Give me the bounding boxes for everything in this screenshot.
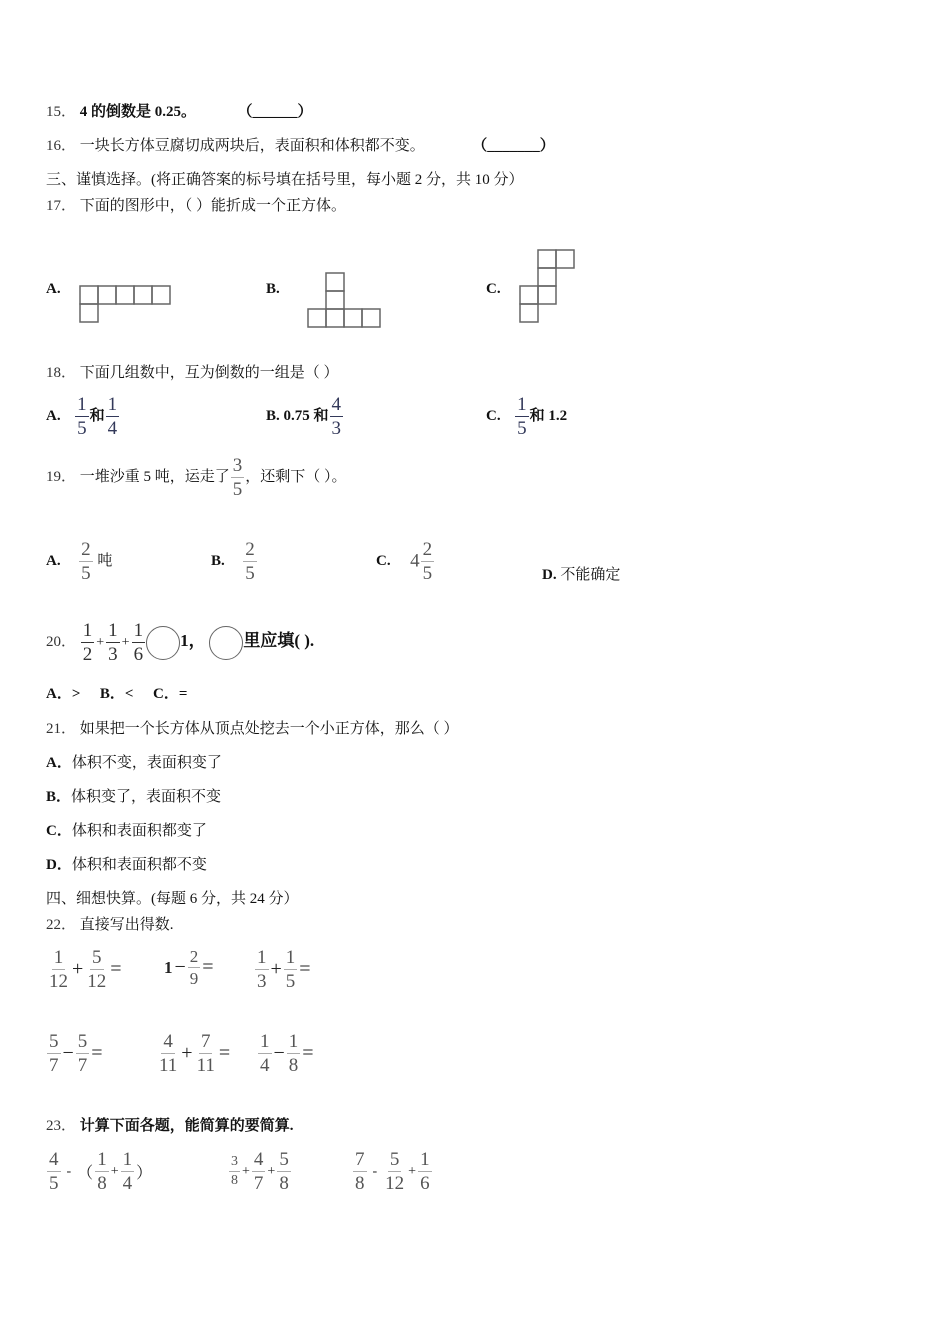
and-text: 和 bbox=[89, 407, 105, 424]
right-paren: ） bbox=[136, 1165, 153, 1182]
question-number: 18． bbox=[46, 365, 77, 381]
fraction: $\frac{1}{4}$ bbox=[260, 1031, 270, 1076]
whole-number: 1 bbox=[164, 957, 173, 977]
question-number: 22． bbox=[46, 917, 77, 933]
question-text: 一堆沙重 5 吨，运走了 bbox=[79, 468, 230, 485]
question-text: 4 的倒数是 0.25。 bbox=[79, 104, 197, 120]
q19-option-d[interactable] bbox=[542, 566, 620, 584]
plus-sign: + bbox=[72, 958, 84, 980]
circle-icon bbox=[209, 626, 243, 660]
fraction: $\frac{1}{2}$ bbox=[82, 620, 93, 665]
option-label: C. bbox=[376, 552, 391, 569]
equals-sign: = bbox=[299, 958, 311, 980]
q21-option-b[interactable] bbox=[46, 788, 221, 806]
q22-item-6 bbox=[257, 1032, 315, 1075]
q20-options bbox=[46, 685, 187, 703]
q20-option-c[interactable]: C．= bbox=[152, 686, 188, 702]
left-paren: （ bbox=[77, 1165, 94, 1182]
q18-option-a[interactable] bbox=[46, 395, 120, 438]
question-text: 下面的图形中，（ ）能折成一个正方体。 bbox=[79, 198, 347, 214]
fraction: $\frac{1}{8}$ bbox=[288, 1031, 299, 1076]
question-19 bbox=[46, 456, 347, 499]
option-text: 0.75 和 bbox=[283, 407, 329, 424]
fraction: $\frac{1}{5}$ bbox=[517, 394, 527, 439]
plus-sign: + bbox=[181, 1042, 193, 1064]
q17-option-c-label[interactable]: C. bbox=[486, 281, 501, 297]
option-label: A. bbox=[46, 552, 61, 569]
equals-sign: = bbox=[91, 1042, 103, 1064]
fraction: $\frac{5}{8}$ bbox=[279, 1149, 289, 1194]
compare-value: 1， bbox=[180, 630, 206, 650]
cube-net-c-figure bbox=[518, 248, 580, 328]
question-21 bbox=[46, 720, 459, 738]
fraction: $\frac{4}{11}$ bbox=[159, 1031, 178, 1076]
option-text: 体积和表面积都不变 bbox=[71, 857, 207, 873]
q19-option-b[interactable] bbox=[211, 540, 258, 583]
q22-item-2 bbox=[163, 948, 215, 987]
fraction: $\frac{3}{8}$ bbox=[231, 1154, 238, 1188]
plus-sign: + bbox=[408, 1163, 417, 1179]
fraction: $\frac{7}{8}$ bbox=[355, 1149, 365, 1194]
equals-sign: = bbox=[202, 956, 214, 978]
question-15 bbox=[46, 103, 313, 121]
fraction: $\frac{3}{5}$ bbox=[232, 455, 243, 500]
option-label: A． bbox=[46, 755, 72, 771]
option-label: C. bbox=[486, 407, 501, 424]
fraction: $\frac{2}{5}$ bbox=[422, 539, 433, 584]
q17-option-b-label[interactable]: B. bbox=[266, 281, 280, 297]
q18-option-c[interactable] bbox=[486, 395, 567, 438]
question-number: 20． bbox=[46, 633, 77, 650]
question-text-tail: ，还剩下（ ）。 bbox=[245, 468, 347, 485]
fraction: $\frac{1}{8}$ bbox=[97, 1149, 107, 1194]
question-text: 如果把一个长方体从顶点处挖去一个小正方体，那么（ ） bbox=[79, 721, 459, 737]
minus-sign: − bbox=[174, 956, 186, 978]
q19-option-a[interactable] bbox=[46, 540, 112, 583]
fraction: $\frac{1}{6}$ bbox=[420, 1149, 430, 1194]
option-label: B. bbox=[266, 407, 280, 424]
question-number: 16． bbox=[46, 138, 77, 154]
equals-sign: = bbox=[302, 1042, 314, 1064]
fraction: $\frac{1}{5}$ bbox=[285, 947, 296, 992]
q18-option-b[interactable] bbox=[266, 395, 344, 438]
q20-option-b[interactable]: B．< bbox=[99, 686, 134, 702]
section-4-heading: 四、细想快算。(每题 6 分，共 24 分） bbox=[46, 891, 299, 907]
fraction: $\frac{4}{7}$ bbox=[253, 1149, 264, 1194]
fraction: $\frac{5}{7}$ bbox=[49, 1031, 59, 1076]
option-label: A. bbox=[46, 407, 61, 424]
plus-sign: + bbox=[270, 958, 282, 980]
fraction: $\frac{1}{3}$ bbox=[108, 620, 118, 665]
fraction: $\frac{1}{5}$ bbox=[77, 394, 87, 439]
option-text: 体积不变，表面积变了 bbox=[71, 755, 222, 771]
option-label: D. bbox=[542, 567, 557, 583]
option-text: 体积和表面积都变了 bbox=[71, 823, 207, 839]
fraction: $\frac{1}{4}$ bbox=[122, 1149, 133, 1194]
question-16 bbox=[46, 137, 555, 155]
q21-option-d[interactable] bbox=[46, 856, 207, 874]
option-label: B. bbox=[211, 552, 225, 569]
fraction: $\frac{1}{12}$ bbox=[49, 947, 68, 992]
q22-item-4 bbox=[46, 1032, 104, 1075]
question-text: 里应填( ). bbox=[243, 630, 315, 650]
minus-sign: − bbox=[273, 1042, 285, 1064]
answer-blank[interactable]: （_______） bbox=[472, 138, 555, 154]
q22-item-1 bbox=[46, 948, 123, 991]
q21-option-c[interactable] bbox=[46, 822, 207, 840]
q21-option-a[interactable] bbox=[46, 754, 222, 772]
question-18 bbox=[46, 364, 339, 382]
question-22 bbox=[46, 916, 174, 934]
fraction: $\frac{5}{12}$ bbox=[87, 947, 107, 992]
q23-expression-2 bbox=[228, 1150, 292, 1193]
plus-sign: + bbox=[121, 634, 130, 650]
plus-sign: + bbox=[242, 1163, 250, 1179]
q19-option-c[interactable] bbox=[376, 540, 435, 583]
option-text: 不能确定 bbox=[560, 567, 621, 583]
q23-expression-3 bbox=[352, 1150, 433, 1193]
equals-sign: = bbox=[218, 1042, 231, 1064]
plus-sign: + bbox=[96, 634, 105, 650]
section-3-heading: 三、谨慎选择。(将正确答案的标号填在括号里，每小题 2 分，共 10 分） bbox=[46, 172, 524, 188]
question-text: 计算下面各题，能简算的要简算. bbox=[79, 1118, 294, 1134]
option-label: D． bbox=[46, 857, 72, 873]
fraction: $\frac{7}{11}$ bbox=[196, 1031, 215, 1076]
cube-net-a-figure bbox=[78, 284, 174, 326]
fraction: $\frac{4}{5}$ bbox=[49, 1149, 59, 1194]
minus-sign: - bbox=[372, 1163, 378, 1179]
question-20 bbox=[46, 621, 314, 664]
q22-item-5 bbox=[156, 1032, 231, 1075]
cube-net-b-figure bbox=[306, 271, 384, 331]
option-text: 和 1.2 bbox=[529, 407, 568, 424]
equals-sign: = bbox=[110, 958, 122, 980]
plus-sign: + bbox=[110, 1163, 119, 1179]
minus-sign: - bbox=[66, 1163, 72, 1179]
q20-option-a[interactable]: A．> bbox=[46, 686, 81, 702]
question-text: 下面几组数中，互为倒数的一组是（ ） bbox=[79, 365, 339, 381]
q23-expression-1 bbox=[46, 1150, 153, 1193]
option-text: 体积变了，表面积不变 bbox=[71, 789, 222, 805]
unit-text: 吨 bbox=[97, 552, 113, 569]
q22-item-3 bbox=[254, 948, 312, 991]
question-number: 19． bbox=[46, 468, 77, 485]
answer-circle-icon[interactable] bbox=[146, 626, 180, 660]
option-label: B． bbox=[46, 789, 72, 805]
option-label: C． bbox=[46, 823, 72, 839]
whole-number: 4 bbox=[410, 550, 420, 572]
minus-sign: − bbox=[62, 1042, 74, 1064]
question-number: 17． bbox=[46, 198, 77, 214]
answer-blank[interactable]: （______） bbox=[237, 104, 313, 120]
question-text: 一块长方体豆腐切成两块后，表面积和体积都不变。 bbox=[79, 138, 425, 154]
fraction: $\frac{2}{5}$ bbox=[81, 539, 91, 584]
fraction: $\frac{2}{9}$ bbox=[189, 947, 199, 988]
question-text: 直接写出得数. bbox=[79, 917, 174, 933]
question-17 bbox=[46, 197, 346, 215]
fraction: $\frac{1}{3}$ bbox=[257, 947, 267, 992]
question-number: 21． bbox=[46, 721, 77, 737]
fraction: $\frac{5}{7}$ bbox=[77, 1031, 88, 1076]
fraction: $\frac{5}{12}$ bbox=[385, 1149, 405, 1194]
question-number: 23． bbox=[46, 1118, 77, 1134]
fraction: $\frac{1}{6}$ bbox=[133, 620, 144, 665]
fraction: $\frac{1}{4}$ bbox=[107, 394, 118, 439]
question-23 bbox=[46, 1117, 294, 1135]
question-number: 15． bbox=[46, 104, 77, 120]
fraction: $\frac{4}{3}$ bbox=[331, 394, 342, 439]
plus-sign: + bbox=[267, 1163, 276, 1179]
fraction: $\frac{2}{5}$ bbox=[245, 539, 255, 584]
q17-option-a-label[interactable]: A. bbox=[46, 281, 61, 297]
